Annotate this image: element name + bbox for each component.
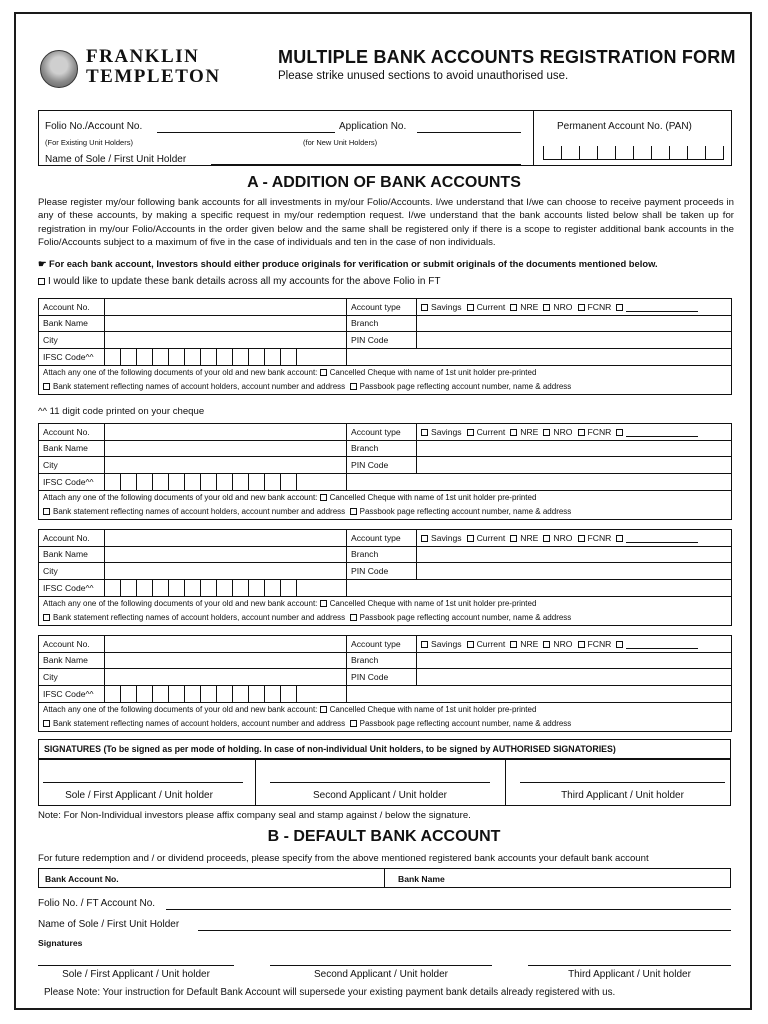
ifsc-code-boxes[interactable] — [105, 686, 346, 702]
nre-checkbox[interactable] — [510, 535, 517, 542]
passbook-label: Passbook page reflecting account number, name & address — [359, 506, 572, 516]
signatures-heading: SIGNATURES (To be signed as per mode of holding. In case of non-individual Unit holders, to be signed by AUTHORISED SIGNATORIES) — [44, 744, 616, 754]
bank-name-input[interactable] — [105, 440, 347, 457]
account-type-fcnr[interactable] — [578, 427, 612, 437]
branch-input[interactable] — [417, 546, 732, 563]
account-type-nre[interactable] — [510, 302, 538, 312]
fcnr-checkbox[interactable] — [578, 304, 585, 311]
pin-code-label: PIN Code — [347, 332, 417, 349]
attach-documents-row-1 — [43, 703, 727, 717]
account-type-savings[interactable] — [421, 302, 462, 312]
attach-documents-row-1 — [43, 366, 727, 380]
pin-code-input[interactable] — [417, 332, 732, 349]
attach-documents-text: Attach any one of the following documents of your old and new bank account: — [43, 704, 318, 714]
savings-checkbox[interactable] — [421, 304, 428, 311]
attach-documents-row-2 — [43, 380, 727, 394]
nre-label: NRE — [520, 426, 539, 437]
section-b-signature-label-second: Second Applicant / Unit holder — [314, 969, 448, 980]
bank-account-block-1 — [38, 298, 732, 395]
nre-label: NRE — [520, 638, 539, 649]
fcnr-label: FCNR — [587, 426, 612, 437]
current-checkbox[interactable] — [467, 641, 474, 648]
nro-checkbox[interactable] — [543, 429, 550, 436]
bank-name-input[interactable] — [105, 546, 347, 563]
account-type-other[interactable] — [616, 302, 698, 312]
ifsc-spacer — [347, 685, 417, 702]
section-b-folio-label: Folio No. / FT Account No. — [38, 898, 156, 909]
fcnr-label: FCNR — [587, 301, 612, 312]
pin-code-label: PIN Code — [347, 669, 417, 686]
account-no-label: Account No. — [39, 530, 105, 547]
account-type-nro[interactable] — [543, 302, 572, 312]
branch-label: Branch — [347, 652, 417, 669]
fcnr-label: FCNR — [587, 532, 612, 543]
bank-statement-label: Bank statement reflecting names of account holders, account number and address — [53, 381, 346, 391]
ifsc-code-input[interactable] — [105, 473, 347, 490]
savings-label: Savings — [431, 426, 462, 437]
signature-line-third[interactable] — [520, 782, 725, 783]
section-a-intro: Please register my/our following bank accounts for all investments in my/our Folio/Accounts. I/we understand that I/we can choose to receive payment proceeds in any of these accounts, by making a specific request in my/our redemption request. I/we understand that the bank accounts listed below shall be taken up for registration in my/our Folio/Accounts in the order given below and the same shall be registered only if there is a scope to register additional bank accounts in the Folio/Accounts subject to a maximum of five in the case of individuals and ten in the case of non individuals. — [38, 197, 734, 249]
bank-statement-label: Bank statement reflecting names of account holders, account number and address — [53, 718, 346, 728]
ifsc-spacer-right — [417, 685, 732, 702]
branch-input[interactable] — [417, 440, 732, 457]
city-input[interactable] — [105, 332, 347, 349]
pan-label: Permanent Account No. (PAN) — [557, 121, 692, 132]
attach-documents-row-2 — [43, 611, 727, 625]
attach-documents-row-1 — [43, 597, 727, 611]
signature-label-first: Sole / First Applicant / Unit holder — [65, 790, 213, 801]
account-type-current[interactable] — [467, 533, 506, 543]
account-no-input[interactable] — [105, 424, 347, 441]
account-type-nro[interactable] — [543, 533, 572, 543]
account-type-label: Account type — [347, 299, 417, 316]
nro-checkbox[interactable] — [543, 535, 550, 542]
bank-statement-label: Bank statement reflecting names of account holders, account number and address — [53, 506, 346, 516]
signatures-box — [38, 759, 731, 806]
city-label: City — [39, 332, 105, 349]
documents-note-text: For each bank account, Investors should either produce originals for verification or submit originals of the documents mentioned below. — [49, 258, 658, 269]
logo-text-templeton: TEMPLETON — [86, 66, 221, 87]
section-b-heading: B - DEFAULT BANK ACCOUNT — [267, 828, 501, 845]
cancelled-cheque-label: Cancelled Cheque with name of 1st unit holder pre-printed — [329, 598, 537, 608]
ifsc-code-label: IFSC Code^^ — [39, 473, 105, 490]
current-checkbox[interactable] — [467, 304, 474, 311]
branch-label: Branch — [347, 546, 417, 563]
account-type-current[interactable] — [467, 302, 506, 312]
signature-cell-first[interactable] — [39, 760, 256, 805]
ifsc-code-boxes[interactable] — [105, 580, 346, 596]
application-note: (for New Unit Holders) — [303, 138, 378, 147]
account-type-savings[interactable] — [421, 533, 462, 543]
savings-label: Savings — [431, 301, 462, 312]
ifsc-footnote: ^^ 11 digit code printed on your cheque — [38, 406, 205, 417]
nre-checkbox[interactable] — [510, 429, 517, 436]
account-type-other[interactable] — [616, 639, 698, 649]
holder-label: Name of Sole / First Unit Holder — [45, 154, 187, 165]
attach-documents-text: Attach any one of the following documents of your old and new bank account: — [43, 367, 318, 377]
branch-label: Branch — [347, 315, 417, 332]
signatures-note: Note: For Non-Individual investors please affix company seal and stamp against / below the signature. — [38, 810, 471, 821]
cancelled-cheque-label: Cancelled Cheque with name of 1st unit holder pre-printed — [329, 492, 537, 502]
account-type-nre[interactable] — [510, 533, 538, 543]
account-no-label: Account No. — [39, 424, 105, 441]
attach-documents-text: Attach any one of the following documents of your old and new bank account: — [43, 492, 318, 502]
attach-documents-row-2 — [43, 717, 727, 731]
cancelled-cheque-checkbox[interactable] — [320, 494, 327, 501]
account-no-label: Account No. — [39, 299, 105, 316]
fcnr-checkbox[interactable] — [578, 429, 585, 436]
savings-checkbox[interactable] — [421, 641, 428, 648]
holder-input-line[interactable] — [211, 164, 521, 165]
savings-label: Savings — [431, 638, 462, 649]
ifsc-spacer-right — [417, 473, 732, 490]
current-checkbox[interactable] — [467, 429, 474, 436]
ifsc-spacer-right — [417, 348, 732, 365]
attach-documents-text: Attach any one of the following documents of your old and new bank account: — [43, 598, 318, 608]
form-title: MULTIPLE BANK ACCOUNTS REGISTRATION FORM — [278, 47, 736, 67]
ifsc-code-label: IFSC Code^^ — [39, 348, 105, 365]
fcnr-checkbox[interactable] — [578, 535, 585, 542]
attach-documents-cell — [39, 490, 732, 519]
branch-input[interactable] — [417, 652, 732, 669]
ifsc-code-input[interactable] — [105, 348, 347, 365]
bank-name-label: Bank Name — [39, 440, 105, 457]
documents-note — [38, 258, 658, 270]
passbook-checkbox[interactable] — [350, 614, 357, 621]
nre-label: NRE — [520, 532, 539, 543]
default-bank-box — [38, 868, 731, 888]
attach-documents-row-1 — [43, 491, 727, 505]
passbook-checkbox[interactable] — [350, 383, 357, 390]
signature-line-first[interactable] — [43, 782, 243, 783]
bank-name-label: Bank Name — [39, 652, 105, 669]
attach-documents-cell — [39, 702, 732, 731]
account-type-options — [417, 636, 732, 653]
bank-statement-checkbox[interactable] — [43, 508, 50, 515]
signature-label-third: Third Applicant / Unit holder — [561, 790, 684, 801]
section-b-signature-line-second[interactable] — [270, 965, 492, 966]
attach-documents-cell — [39, 365, 732, 394]
account-type-label: Account type — [347, 424, 417, 441]
nre-checkbox[interactable] — [510, 304, 517, 311]
default-bank-name-label: Bank Name — [398, 874, 445, 884]
default-bank-account-no-label: Bank Account No. — [45, 874, 119, 884]
application-input-line[interactable] — [417, 132, 521, 133]
folio-label: Folio No./Account No. — [45, 121, 143, 132]
section-b-holder-label: Name of Sole / First Unit Holder — [38, 919, 180, 930]
other-checkbox[interactable] — [616, 304, 623, 311]
pin-code-label: PIN Code — [347, 563, 417, 580]
account-type-nre[interactable] — [510, 639, 538, 649]
bank-account-block-4 — [38, 635, 732, 732]
passbook-label: Passbook page reflecting account number, name & address — [359, 718, 572, 728]
section-b-signature-label-first: Sole / First Applicant / Unit holder — [62, 969, 210, 980]
account-type-savings[interactable] — [421, 427, 462, 437]
bank-name-label: Bank Name — [39, 315, 105, 332]
section-b-holder-line[interactable] — [198, 930, 731, 931]
section-a-heading: A - ADDITION OF BANK ACCOUNTS — [247, 174, 521, 191]
other-type-line[interactable] — [626, 436, 698, 437]
cancelled-cheque-checkbox[interactable] — [320, 369, 327, 376]
account-type-fcnr[interactable] — [578, 302, 612, 312]
bank-statement-checkbox[interactable] — [43, 614, 50, 621]
account-type-fcnr[interactable] — [578, 639, 612, 649]
attach-documents-cell — [39, 596, 732, 625]
savings-checkbox[interactable] — [421, 535, 428, 542]
savings-checkbox[interactable] — [421, 429, 428, 436]
folio-info-box — [38, 110, 732, 166]
current-checkbox[interactable] — [467, 535, 474, 542]
ifsc-code-boxes[interactable] — [105, 349, 346, 365]
logo-text-franklin: FRANKLIN — [86, 46, 200, 67]
ifsc-code-input[interactable] — [105, 579, 347, 596]
account-no-input[interactable] — [105, 636, 347, 653]
other-type-line[interactable] — [626, 648, 698, 649]
passbook-checkbox[interactable] — [350, 508, 357, 515]
account-type-other[interactable] — [616, 533, 698, 543]
current-label: Current — [476, 426, 506, 437]
account-type-nro[interactable] — [543, 427, 572, 437]
city-label: City — [39, 669, 105, 686]
pan-divider — [533, 111, 534, 165]
nro-label: NRO — [553, 426, 573, 437]
attach-documents-row-2 — [43, 505, 727, 519]
bank-statement-checkbox[interactable] — [43, 383, 50, 390]
passbook-label: Passbook page reflecting account number, name & address — [359, 612, 572, 622]
cancelled-cheque-checkbox[interactable] — [320, 600, 327, 607]
current-label: Current — [476, 638, 506, 649]
other-checkbox[interactable] — [616, 535, 623, 542]
other-checkbox[interactable] — [616, 429, 623, 436]
account-type-options — [417, 299, 732, 316]
pointing-hand-icon: ☛ — [38, 258, 47, 269]
city-input[interactable] — [105, 457, 347, 474]
bank-name-label: Bank Name — [39, 546, 105, 563]
city-input[interactable] — [105, 563, 347, 580]
section-b-signature-line-third[interactable] — [528, 965, 731, 966]
section-b-signature-label-third: Third Applicant / Unit holder — [568, 969, 691, 980]
passbook-checkbox[interactable] — [350, 720, 357, 727]
ifsc-code-boxes[interactable] — [105, 474, 346, 490]
savings-label: Savings — [431, 532, 462, 543]
bank-name-input[interactable] — [105, 652, 347, 669]
fcnr-checkbox[interactable] — [578, 641, 585, 648]
default-bank-footer-note: Please Note: Your instruction for Default Bank Account will supersede your existing payment bank details already registered with us. — [44, 987, 616, 998]
section-b-folio-line[interactable] — [166, 909, 731, 910]
account-type-label: Account type — [347, 636, 417, 653]
bank-name-input[interactable] — [105, 315, 347, 332]
cancelled-cheque-label: Cancelled Cheque with name of 1st unit holder pre-printed — [329, 367, 537, 377]
branch-label: Branch — [347, 440, 417, 457]
ifsc-code-input[interactable] — [105, 685, 347, 702]
account-type-nro[interactable] — [543, 639, 572, 649]
signature-line-second[interactable] — [270, 782, 490, 783]
application-label: Application No. — [339, 121, 407, 132]
ifsc-spacer — [347, 348, 417, 365]
nre-label: NRE — [520, 301, 539, 312]
city-label: City — [39, 563, 105, 580]
cancelled-cheque-checkbox[interactable] — [320, 706, 327, 713]
pin-code-input[interactable] — [417, 669, 732, 686]
cancelled-cheque-label: Cancelled Cheque with name of 1st unit holder pre-printed — [329, 704, 537, 714]
signature-cell-third[interactable] — [506, 760, 731, 805]
update-all-label: I would like to update these bank details across all my accounts for the above Folio in FT — [48, 276, 441, 287]
account-type-options — [417, 530, 732, 547]
pin-code-input[interactable] — [417, 457, 732, 474]
update-all-accounts-option[interactable] — [38, 276, 440, 287]
update-all-checkbox[interactable] — [38, 278, 45, 285]
account-type-current[interactable] — [467, 639, 506, 649]
ifsc-code-label: IFSC Code^^ — [39, 685, 105, 702]
bank-statement-checkbox[interactable] — [43, 720, 50, 727]
current-label: Current — [476, 532, 506, 543]
nre-checkbox[interactable] — [510, 641, 517, 648]
other-checkbox[interactable] — [616, 641, 623, 648]
nro-checkbox[interactable] — [543, 304, 550, 311]
account-no-label: Account No. — [39, 636, 105, 653]
account-type-options — [417, 424, 732, 441]
city-label: City — [39, 457, 105, 474]
section-b-intro: For future redemption and / or dividend proceeds, please specify from the above mentioned registered bank accounts your default bank account — [38, 853, 649, 864]
nro-checkbox[interactable] — [543, 641, 550, 648]
signature-label-second: Second Applicant / Unit holder — [313, 790, 447, 801]
bank-statement-label: Bank statement reflecting names of account holders, account number and address — [53, 612, 346, 622]
account-type-fcnr[interactable] — [578, 533, 612, 543]
nro-label: NRO — [553, 532, 573, 543]
pin-code-label: PIN Code — [347, 457, 417, 474]
form-subtitle: Please strike unused sections to avoid unauthorised use. — [278, 70, 569, 82]
ifsc-code-label: IFSC Code^^ — [39, 579, 105, 596]
account-no-input[interactable] — [105, 530, 347, 547]
section-b-signatures-label: Signatures — [38, 938, 83, 948]
pin-code-input[interactable] — [417, 563, 732, 580]
folio-input-line[interactable] — [157, 132, 335, 133]
bank-account-block-3 — [38, 529, 732, 626]
city-input[interactable] — [105, 669, 347, 686]
current-label: Current — [476, 301, 506, 312]
account-no-input[interactable] — [105, 299, 347, 316]
account-type-other[interactable] — [616, 427, 698, 437]
folio-note: (For Existing Unit Holders) — [45, 138, 133, 147]
fcnr-label: FCNR — [587, 638, 612, 649]
account-type-savings[interactable] — [421, 639, 462, 649]
section-b-signature-line-first[interactable] — [38, 965, 234, 966]
other-type-line[interactable] — [626, 311, 698, 312]
default-bank-divider — [384, 869, 385, 887]
bank-account-block-2 — [38, 423, 732, 520]
branch-input[interactable] — [417, 315, 732, 332]
signatures-heading-box — [38, 739, 731, 759]
account-type-current[interactable] — [467, 427, 506, 437]
nro-label: NRO — [553, 638, 573, 649]
signature-cell-second[interactable] — [256, 760, 506, 805]
passbook-label: Passbook page reflecting account number, name & address — [359, 381, 572, 391]
franklin-portrait-logo-icon — [40, 50, 78, 88]
nro-label: NRO — [553, 301, 573, 312]
account-type-label: Account type — [347, 530, 417, 547]
other-type-line[interactable] — [626, 542, 698, 543]
account-type-nre[interactable] — [510, 427, 538, 437]
ifsc-spacer — [347, 579, 417, 596]
ifsc-spacer-right — [417, 579, 732, 596]
ifsc-spacer — [347, 473, 417, 490]
pan-input-boxes[interactable] — [543, 146, 724, 160]
